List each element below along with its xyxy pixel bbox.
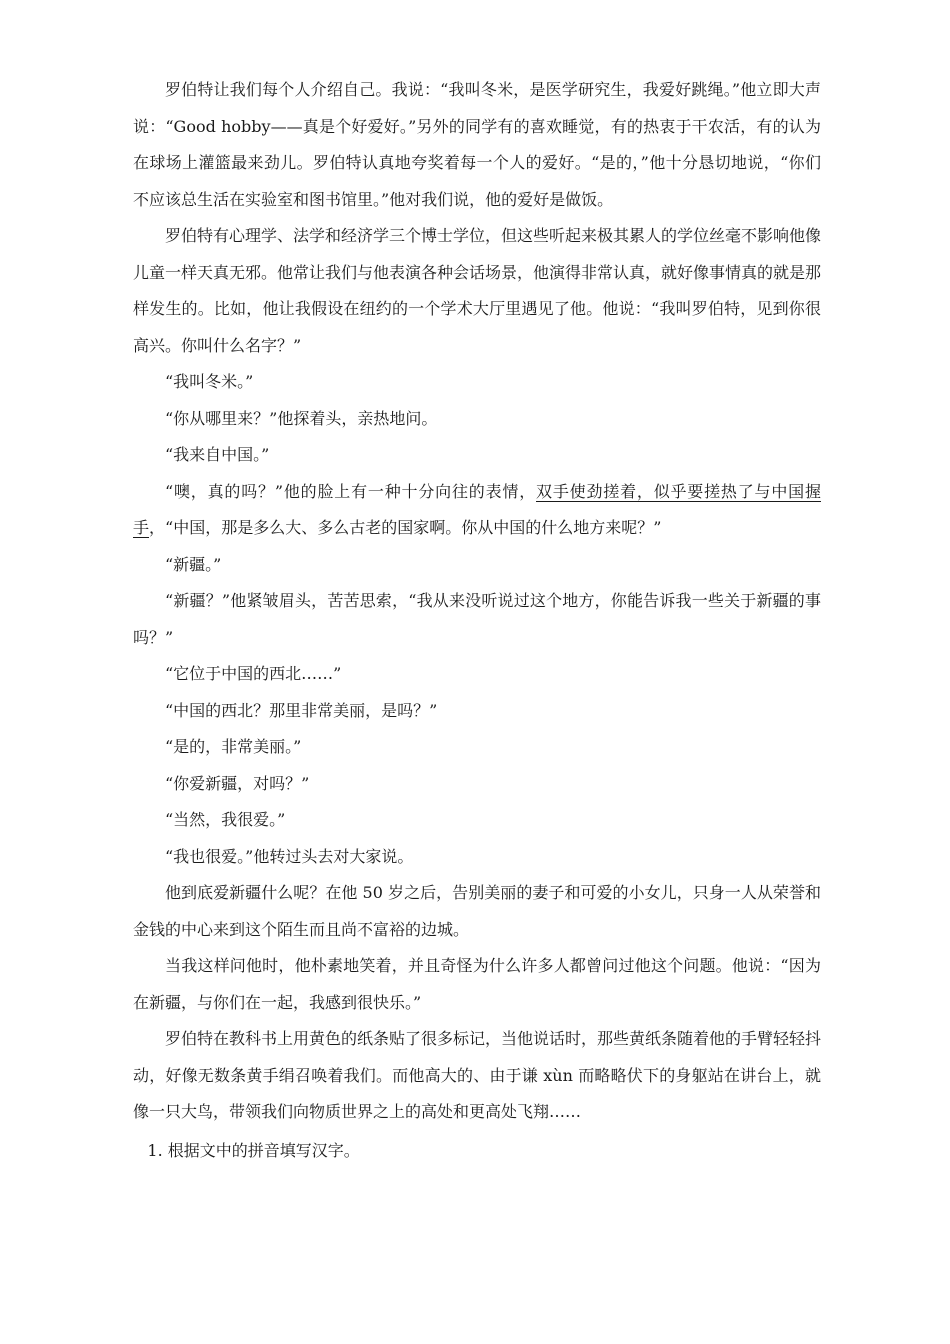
dialog-line: “它位于中国的西北……” (165, 664, 342, 683)
underlined-phrase: 双手使劲搓着，似乎要搓热了与中国握手 (133, 481, 821, 537)
paragraph-text: “噢，真的吗？”他的脸上有一种十分向往的表情， (165, 481, 537, 501)
paragraph: 当我这样问他时，他朴素地笑着，并且奇怪为什么许多人都曾问过他这个问题。他说：“因为在新疆，与你们在一起，我感到很快乐。” (133, 956, 821, 1012)
question-1: 1. 根据文中的拼音填写汉字。 (147, 1140, 360, 1160)
paragraph: 他到底爱新疆什么呢？在他 50 岁之后，告别美丽的妻子和可爱的小女儿，只身一人从荣誉和金钱的中心来到这个陌生而且尚不富裕的边城。 (133, 883, 821, 939)
paragraph: 罗伯特让我们每个人介绍自己。我说：“我叫冬米，是医学研究生，我爱好跳绳。”他立即大声说：“Good hobby——真是个好爱好。”另外的同学有的喜欢睡觉，有的热衷于干农活，有的认为在球场上灌篮最来劲儿。罗伯特认真地夸奖着每一个人的爱好。“是的，”他十分恳切地说，“你们不应该总生活在实验室和图书馆里。”他对我们说，他的爱好是做饭。 (133, 80, 821, 209)
dialog-line: “中国的西北？那里非常美丽，是吗？” (165, 700, 438, 720)
paragraph-with-underline (133, 474, 821, 547)
dialog-line: “我也很爱。”他转过头去对大家说。 (165, 846, 414, 866)
dialog-line: “是的，非常美丽。” (165, 737, 302, 756)
dialog-line: “你从哪里来？”他探着头，亲热地问。 (165, 408, 438, 428)
paragraph: 罗伯特有心理学、法学和经济学三个博士学位，但这些听起来极其累人的学位丝毫不影响他像儿童一样天真无邪。他常让我们与他表演各种会话场景，他演得非常认真，就好像事情真的就是那样发生的。比如，他让我假设在纽约的一个学术大厅里遇见了他。他说：“我叫罗伯特，见到你很高兴。你叫什么名字？” (133, 226, 822, 355)
dialog-line: “当然，我很爱。” (165, 810, 286, 829)
paragraph: “新疆？”他紧皱眉头，苦苦思索，“我从来没听说过这个地方，你能告诉我一些关于新疆的事吗？” (133, 591, 821, 647)
dialog-line: “新疆。” (165, 554, 222, 574)
dialog-line: “我叫冬米。” (165, 372, 254, 391)
paragraph-text: ，“中国，那是多么大、多么古老的国家啊。你从中国的什么地方来呢？” (149, 518, 662, 537)
dialog-line: “你爱新疆，对吗？” (165, 773, 310, 793)
document-page (133, 72, 821, 1169)
paragraph: 罗伯特在教科书上用黄色的纸条贴了很多标记，当他说话时，那些黄纸条随着他的手臂轻轻抖动，好像无数条黄手绢召唤着我们。而他高大的、由于谦 xùn 而略略伏下的身躯站在讲台上，就像一只大鸟，带领我们向物质世界之上的高处和更高处飞翔…… (133, 1029, 822, 1121)
dialog-line: “我来自中国。” (165, 445, 270, 464)
